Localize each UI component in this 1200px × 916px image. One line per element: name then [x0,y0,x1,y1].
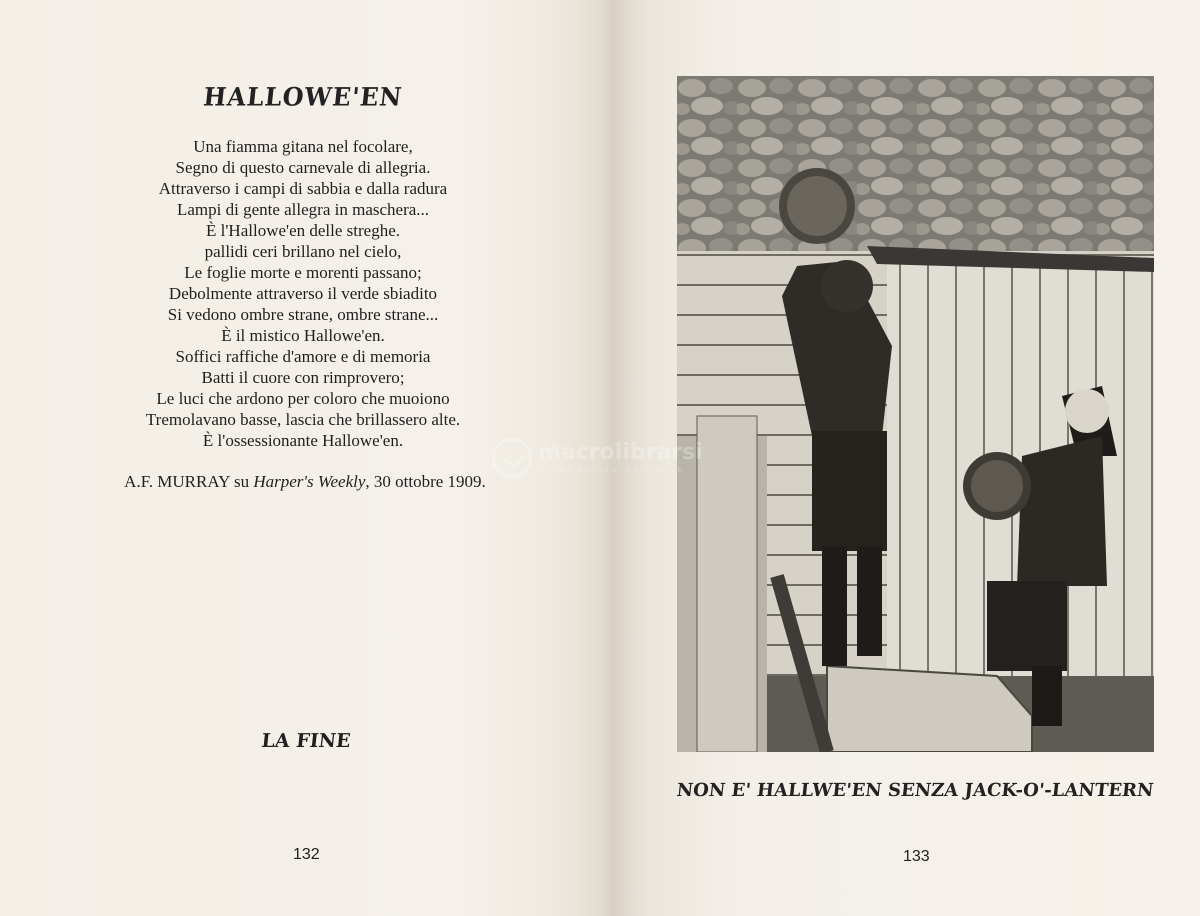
poem-line: Debolmente attraverso il verde sbiadito [168,284,438,303]
poem-title: HALLOWE'EN [202,81,404,112]
poem-line: Le foglie morte e morenti passano; [184,263,422,282]
poem-line: Soffici raffiche d'amore e di memoria [175,347,431,366]
poem-line: È il mistico Hallowe'en. [221,326,385,345]
the-end-heading: LA FINE [260,730,352,752]
halloween-photo [677,76,1154,752]
watermark [492,436,722,482]
poem-line: pallidi ceri brillano nel cielo, [204,242,402,261]
photo-caption: NON E' HALLWE'EN SENZA JACK-O'-LANTERN [675,780,1155,801]
watermark-subtext: ALTERNATIVA NATURALE [540,466,686,474]
poem-line: È l'Hallowe'en delle streghe. [206,221,400,240]
photo-illustration [677,76,1154,752]
page-number-right: 133 [903,848,930,865]
watermark-logo-icon [492,438,532,478]
poem-line: Si vedono ombre strane, ombre strane... [167,305,439,324]
poem-body [0,136,606,451]
poem-line: Una fiamma gitana nel focolare, [193,137,413,156]
attribution-date: , 30 ottobre 1909. [365,472,486,491]
page-number-left: 132 [293,846,320,863]
poem-line: Le luci che ardono per coloro che muoiono [156,389,450,408]
poem-line: Tremolavano basse, lascia che brillassero alte. [145,410,461,429]
poem-line: Attraverso i campi di sabbia e dalla radura [158,179,448,198]
poem-line: È l'ossessionante Hallowe'en. [202,431,404,450]
poem-line: Batti il cuore con rimprovero; [201,368,405,387]
poem-line: Lampi di gente allegra in maschera... [176,200,430,219]
attribution-publication: Harper's Weekly [253,472,366,491]
attribution-author: A.F. MURRAY su [124,472,254,491]
watermark-text: macrolibrarsi [538,440,703,465]
poem-line: Segno di questo carnevale di allegria. [175,158,431,177]
